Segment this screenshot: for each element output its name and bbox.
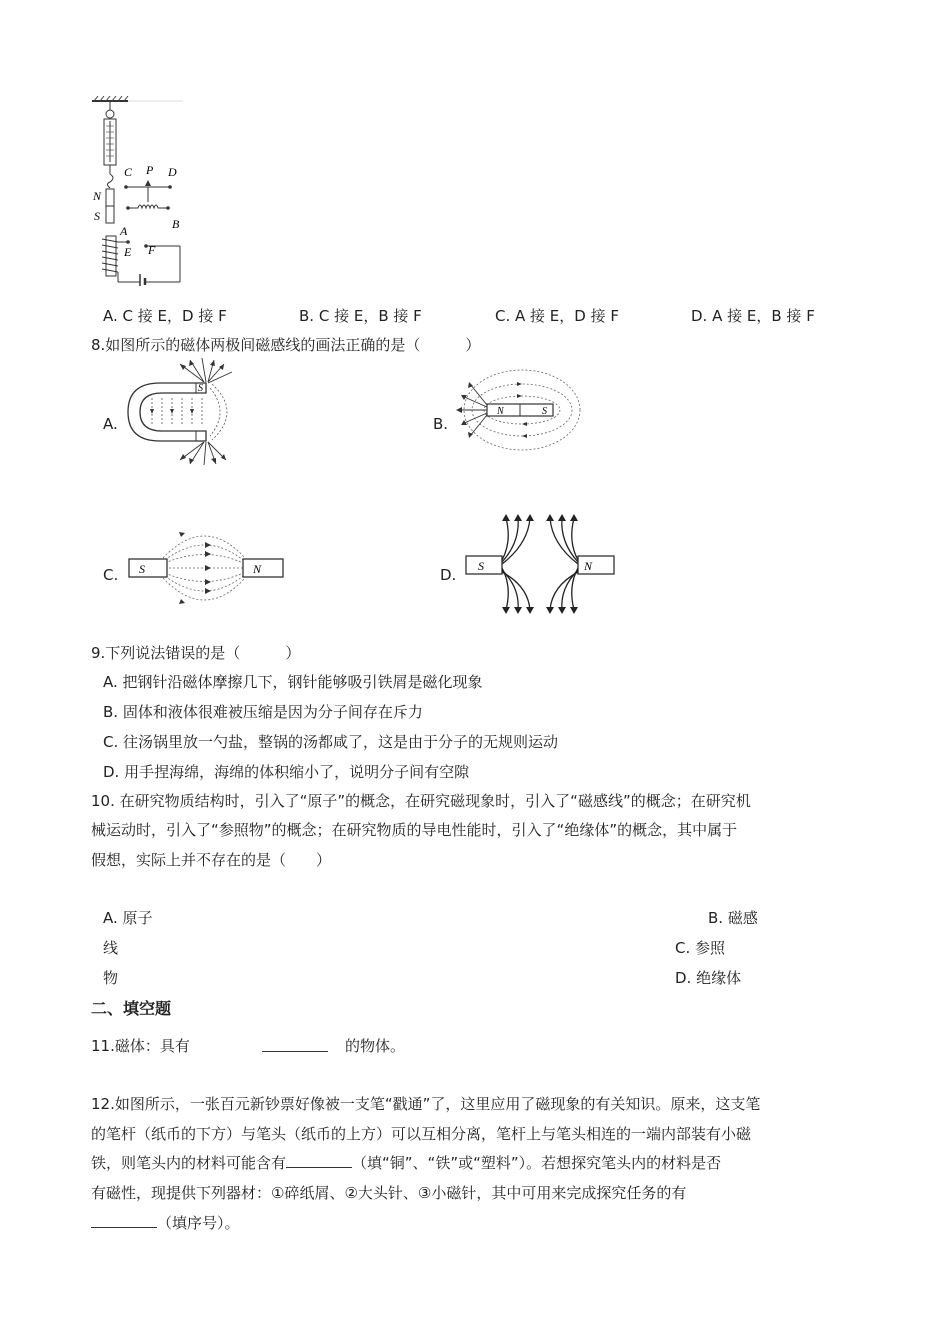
q12-line1: 12.如图所示，一张百元新钞票好像被一支笔“戳通”了，这里应用了磁现象的有关知识。原来，这支笔 — [91, 1095, 761, 1113]
q7-label-e: E — [124, 245, 132, 259]
q11-suffix: 的物体。 — [345, 1037, 406, 1055]
q7-label-d: D — [168, 165, 177, 179]
q8-d-n-label: N — [584, 559, 593, 573]
q7-circuit-figure — [88, 96, 188, 286]
section-title-fill-in: 二、填空题 — [91, 999, 172, 1018]
q8-c-n-label: N — [253, 562, 262, 576]
q10-option-b[interactable]: B. 磁感 — [708, 909, 758, 927]
q12-line3 — [91, 1153, 721, 1173]
q9-option-c[interactable]: C. 往汤锅里放一勺盐，整锅的汤都咸了，这是由于分子的无规则运动 — [103, 733, 559, 751]
q10-option-b-wrap: 线 — [103, 939, 119, 957]
q8-b-s-label: S — [542, 406, 547, 417]
q10-stem-line3: 假想，实际上并不存在的是（ ） — [91, 851, 332, 869]
q11-blank[interactable] — [262, 1036, 328, 1052]
q8-figure-c[interactable] — [125, 518, 290, 620]
q7-label-p: P — [146, 163, 154, 177]
q12-blank-2[interactable] — [91, 1213, 157, 1228]
q7-label-c: C — [124, 165, 133, 179]
q8-figure-a[interactable] — [120, 358, 245, 466]
q9-option-d[interactable]: D. 用手捏海绵，海绵的体积缩小了，说明分子间有空隙 — [103, 763, 470, 781]
q8-option-d-label[interactable]: D. — [440, 566, 457, 584]
q10-option-c[interactable]: C. 参照 — [675, 939, 726, 957]
q8-figure-b[interactable] — [452, 360, 592, 465]
q8-figure-d[interactable] — [460, 512, 620, 617]
q7-label-b: B — [172, 217, 180, 231]
q10-option-a[interactable]: A. 原子 — [103, 909, 153, 927]
q12-line2: 的笔杆（纸币的下方）与笔头（纸币的上方）可以互相分离，笔杆上与笔头相连的一端内部装有小磁 — [91, 1125, 752, 1143]
q8-d-s-label: S — [478, 559, 484, 573]
q7-label-s: S — [94, 209, 100, 223]
q10-option-c-wrap: 物 — [103, 969, 119, 987]
q12-line3-prefix: 铁，则笔头内的材料可能含有 — [91, 1154, 287, 1172]
q7-label-a: A — [120, 224, 128, 238]
q12-line5-suffix: （填序号）。 — [157, 1214, 240, 1232]
q8-a-s-label: S — [198, 383, 203, 394]
q8-b-n-label: N — [497, 406, 504, 417]
q8-stem: 8.如图所示的磁体两极间磁感线的画法正确的是（ ） — [91, 336, 481, 354]
q8-option-b-label[interactable]: B. — [433, 415, 449, 433]
q8-option-c-label[interactable]: C. — [103, 566, 119, 584]
q7-label-n: N — [93, 189, 102, 203]
q10-stem-line2: 械运动时，引入了“参照物”的概念；在研究物质的导电性能时，引入了“绝缘体”的概念，其中属于 — [91, 821, 738, 839]
q7-label-f: F — [148, 243, 156, 257]
q10-stem-line1: 10. 在研究物质结构时，引入了“原子”的概念，在研究磁现象时，引入了“磁感线”的概念；在研究机 — [91, 792, 751, 810]
q12-blank-1[interactable] — [286, 1153, 352, 1168]
q10-option-d[interactable]: D. 绝缘体 — [675, 969, 742, 987]
q12-line4: 有磁性，现提供下列器材：①碎纸屑、②大头针、③小磁针，其中可用来完成探究任务的有 — [91, 1184, 687, 1202]
q7-option-c[interactable]: C. A 接 E，D 接 F — [495, 307, 619, 325]
q9-option-a[interactable]: A. 把钢针沿磁体摩擦几下，钢针能够吸引铁屑是磁化现象 — [103, 673, 483, 691]
q8-option-a-label[interactable]: A. — [103, 415, 118, 433]
q12-line3-suffix: （填“铜”、“铁”或“塑料”）。若想探究笔头内的材料是否 — [352, 1154, 722, 1172]
q12-line5 — [91, 1213, 240, 1233]
q8-c-s-label: S — [139, 562, 145, 576]
q7-option-d[interactable]: D. A 接 E，B 接 F — [691, 307, 815, 325]
q9-stem: 9.下列说法错误的是（ ） — [91, 644, 301, 662]
q7-option-b[interactable]: B. C 接 E，B 接 F — [299, 307, 422, 325]
q7-option-a[interactable]: A. C 接 E，D 接 F — [103, 307, 227, 325]
q9-option-b[interactable]: B. 固体和液体很难被压缩是因为分子间存在斥力 — [103, 703, 423, 721]
q11-prefix: 11.磁体：具有 — [91, 1037, 190, 1055]
